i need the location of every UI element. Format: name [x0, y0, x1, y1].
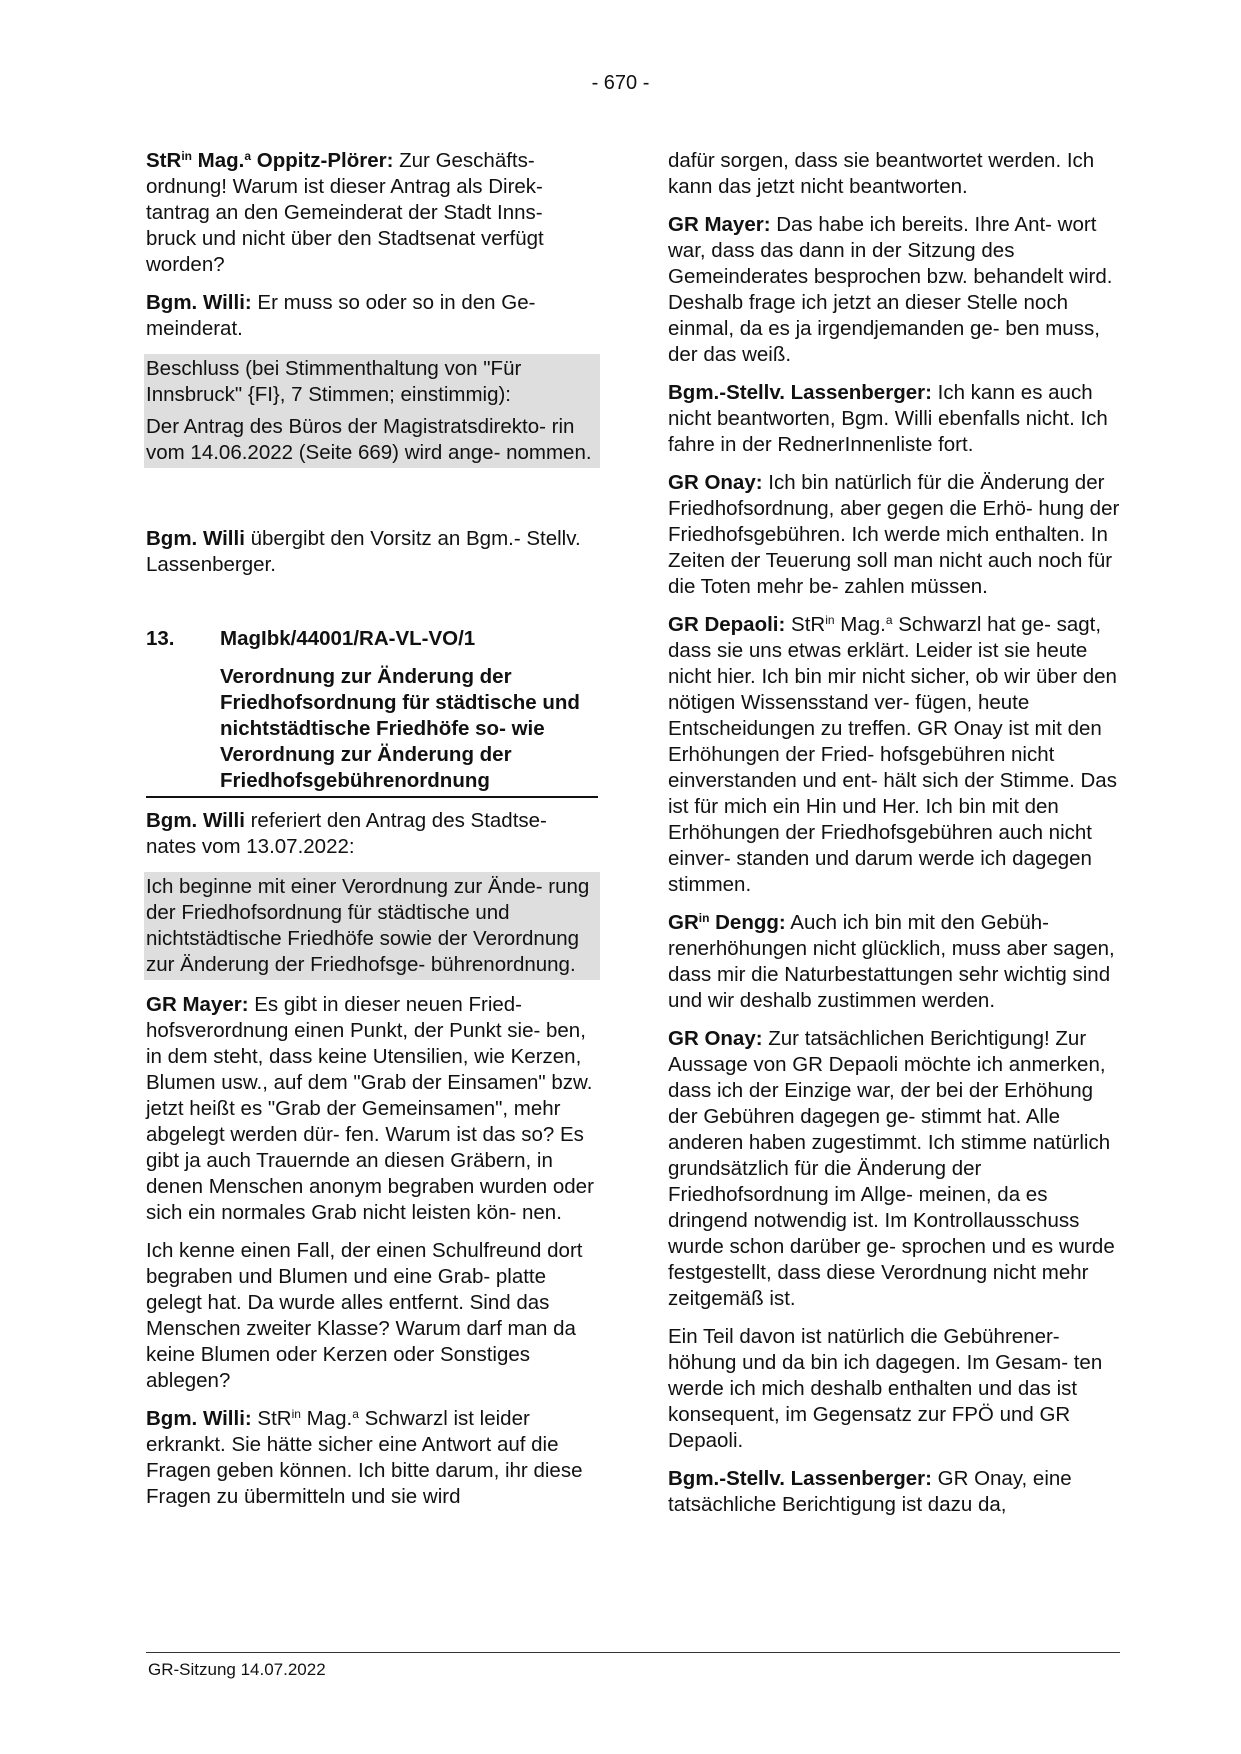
speaker: StR$^{in}$ Mag.$^a$ Oppitz-Plörer:	[146, 149, 394, 172]
paragraph-depaoli: GR Depaoli: StR$^{in}$ Mag.$^a$ Schwarzl hat ge- sagt, dass sie uns etwas erklärt. Leider ist sie heute nicht hier. Ich bin mir nicht sicher, ob wir über den nötigen Wissensstand ver- fügen, heute Entscheidungen zu treffen. GR Onay ist mit den Erhöhungen der Fried- hofsgebühren nicht einverstanden und ent- hält sich der Stimme. Das ist für mich ein Hin und Her. Ich bin mit den Erhöhungen der Friedhofsgebühren auch nicht einver- standen und darum werde ich dagegen stimmen.	[668, 613, 1117, 896]
footer-text: GR-Sitzung 14.07.2022	[148, 1660, 326, 1679]
quote-text: Ich beginne mit einer Verordnung zur Ände- rung der Friedhofsordnung für städtische und nichtstädtische Friedhöfe sowie der Verordnung zur Änderung der Friedhofsge- bührenordnung.	[146, 875, 590, 976]
agenda-code: MagIbk/44001/RA-VL-VO/1	[220, 627, 476, 650]
resolution-box	[144, 354, 600, 468]
speaker: Bgm. Willi	[146, 527, 245, 550]
paragraph-onay-3: Ein Teil davon ist natürlich die Gebührener- höhung und da bin ich dagegen. Im Gesam- ten werde ich mich deshalb enthalten und das ist konsequent, im Gegensatz zur FPÖ und GR Depaoli.	[668, 1325, 1103, 1452]
speaker: GR Mayer:	[668, 213, 771, 236]
paragraph-onay-2: GR Onay: Zur tatsächlichen Berichtigung! Zur Aussage von GR Depaoli möchte ich anmerken, dass ich der Einzige war, der bei der Erhöhung der Gebühren dagegen ge- stimmt hat. Alle anderen haben zugestimmt. Ich stimme natürlich grundsätzlich für die Änderung der Friedhofsordnung im Allge- meinen, da es dringend notwendig ist. Im Kontrollausschuss wurde schon darüber ge- sprochen und es wurde festgestellt, dass diese Verordnung nicht mehr zeitgemäß ist.	[668, 1027, 1115, 1310]
speaker: GR Onay:	[668, 1027, 763, 1050]
page-number: - 670 -	[591, 72, 650, 94]
speaker: GR Mayer:	[146, 993, 249, 1016]
paragraph-mayer-3: GR Mayer: Das habe ich bereits. Ihre Ant- wort war, dass das dann in der Sitzung des Gemeinderates besprochen bzw. behandelt wird. Deshalb frage ich jetzt an dieser Stelle noch einmal, da es ja irgendjemanden ge- ben muss, der das weiß.	[668, 213, 1113, 366]
right-column	[668, 148, 1120, 1530]
paragraph-dengg: $GR^{in}$ Dengg: Auch ich bin mit den Gebüh- renerhöhungen nicht glücklich, muss aber sagen, dass mir die Naturbestattungen sehr wichtig sind und wir deshalb zustimmen werden.	[668, 911, 1115, 1012]
left-column	[146, 148, 598, 1522]
speaker: Bgm. Willi:	[146, 1407, 252, 1430]
paragraph-willi-report: Bgm. Willi referiert den Antrag des Stadtse- nates vom 13.07.2022:	[146, 809, 547, 858]
speaker: Bgm. Willi	[146, 809, 245, 832]
paragraph-willi-1: Bgm. Willi: Er muss so oder so in den Ge- meinderat.	[146, 291, 536, 340]
speaker: GR Onay:	[668, 471, 763, 494]
resolution-line: Der Antrag des Büros der Magistratsdirekto- rin vom 14.06.2022 (Seite 669) wird ange- nommen.	[146, 415, 592, 464]
paragraph-oppitz-ploerer: StR$^{in}$ Mag.$^a$ Oppitz-Plörer: Zur Geschäfts- ordnung! Warum ist dieser Antrag als Direk- tantrag an den Gemeinderat der Stadt Inns- bruck und nicht über den Stadtsenat verfügt worden?	[146, 149, 544, 276]
paragraph-lassenberger-1: Bgm.-Stellv. Lassenberger: Ich kann es auch nicht beantworten, Bgm. Willi ebenfalls nicht. Ich fahre in der RednerInnenliste fort.	[668, 381, 1108, 456]
paragraph-mayer-1: GR Mayer: Es gibt in dieser neuen Fried- hofsverordnung einen Punkt, der Punkt sie- ben, in dem steht, dass keine Utensilien, wie Kerzen, Blumen usw., auf dem "Grab der Einsamen" bzw. jetzt heißt es "Grab der Gemeinsamen", mehr abgelegt werden dür- fen. Warum ist das so? Es gibt ja auch Trauernde an diesen Gräbern, in denen Menschen anonym begraben wurden oder sich ein normales Grab nicht leisten kön- nen.	[146, 993, 594, 1224]
speaker: Bgm.-Stellv. Lassenberger:	[668, 381, 932, 404]
agenda-item-13	[146, 626, 598, 798]
speaker: GR Depaoli:	[668, 613, 786, 636]
paragraph-continuation: dafür sorgen, dass sie beantwortet werden. Ich kann das jetzt nicht beantworten.	[668, 149, 1095, 198]
footer-divider	[146, 1652, 1120, 1653]
paragraph-lassenberger-2: Bgm.-Stellv. Lassenberger: GR Onay, eine tatsächliche Berichtigung ist dazu da,	[668, 1467, 1072, 1516]
paragraph-mayer-2: Ich kenne einen Fall, der einen Schulfreund dort begraben und Blumen und eine Grab- platte gelegt hat. Da wurde alles entfernt. Sind das Menschen zweiter Klasse? Warum darf man da keine Blumen oder Kerzen oder Sonstiges ablegen?	[146, 1239, 583, 1392]
quote-box	[144, 872, 600, 980]
agenda-title: Verordnung zur Änderung der Friedhofsordnung für städtische und nichtstädtische Friedhöfe so- wie Verordnung zur Änderung der Friedhofsgebührenordnung	[220, 665, 580, 792]
speaker: Bgm. Willi:	[146, 291, 252, 314]
speaker: $GR^{in}$ Dengg:	[668, 911, 786, 934]
paragraph-willi-handover: Bgm. Willi übergibt den Vorsitz an Bgm.- Stellv. Lassenberger.	[146, 527, 581, 576]
agenda-number: 13.	[146, 627, 175, 650]
paragraph-onay-1: GR Onay: Ich bin natürlich für die Änderung der Friedhofsordnung, aber gegen die Erhö- hung der Friedhofsgebühren. Ich werde mich enthalten. In Zeiten der Teuerung soll man nicht auch noch für die Toten mehr be- zahlen müssen.	[668, 471, 1120, 598]
speaker: Bgm.-Stellv. Lassenberger:	[668, 1467, 932, 1490]
resolution-line: Beschluss (bei Stimmenthaltung von "Für Innsbruck" {FI}, 7 Stimmen; einstimmig):	[146, 357, 522, 406]
paragraph-willi-2: Bgm. Willi: StR$^{in}$ Mag.$^a$ Schwarzl ist leider erkrankt. Sie hätte sicher eine Antwort auf die Fragen geben können. Ich bitte darum, ihr diese Fragen zu übermitteln und sie wird	[146, 1407, 583, 1508]
